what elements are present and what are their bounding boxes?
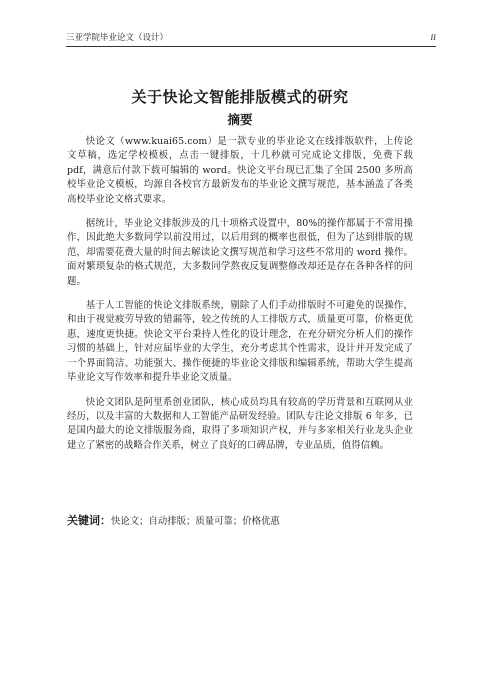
document-title: 关于快论文智能排版模式的研究 bbox=[131, 88, 349, 106]
abstract-paragraph-2: 据统计，毕业论文排版涉及的几十项格式设置中，80%的操作都属于不常用操作，因此绝大多数同学以前没用过，以后用到的概率也很低，但为了达到排版的规范，却需要花费大量的时间去解读论文撰写规范和学习这些不常用的 word 操作。面对繁琐复杂的格式规范，大多数同学熬夜反复调整修改却还是存在各种各样的问题。 bbox=[67, 218, 413, 287]
abstract-paragraph-3: 基于人工智能的快论文排版系统，剔除了人们手动排版时不可避免的误操作，和由于视觉疲劳导致的错漏等，较之传统的人工排版方式，质量更可靠，价格更优惠，速度更快捷。快论文平台秉持人性化的设计理念，在充分研究分析人们的操作习惯的基础上，针对应届毕业的大学生，充分考虑其个性需求，设计并开发完成了一个界面简洁、功能强大、操作便捷的毕业论文排版和编辑系统，帮助大学生提高毕业论文写作效率和提升毕业论文质量。 bbox=[67, 300, 413, 384]
abstract-paragraph-4: 快论文团队是阿里系创业团队，核心成员均具有较高的学历背景和互联网从业经历，以及丰富的大数据和人工智能产品研发经验。团队专注论文排版 6 年多，已是国内最大的论文排版服务商，取得了多项知识产权，并与多家相关行业龙头企业建立了紧密的战略合作关系，树立了良好的口碑品牌，专业品质，值得信赖。 bbox=[67, 396, 413, 451]
abstract-heading: 摘要 bbox=[227, 112, 253, 127]
abstract-paragraph-1: 快论文（www.kuai65.com）是一款专业的毕业论文在线排版软件，上传论文草稿，选定学校模板，点击一键排版，十几秒就可完成论文排版，免费下载 pdf，满意后付款下载可编辑的 word。快论文平台现已汇集了全国 2500 多所高校毕业论文模板，均源自各校官方最新发布的毕业论文撰写规范，基本涵盖了各类高校毕业论文格式要求。 bbox=[67, 136, 413, 205]
keywords-line bbox=[67, 514, 413, 529]
header-page-number: ii bbox=[430, 33, 436, 43]
keywords-text: 快论文；自动排版；质量可靠；价格优惠 bbox=[111, 516, 280, 527]
page-header bbox=[66, 32, 436, 47]
abstract-body bbox=[67, 135, 413, 463]
header-school-title: 三亚学院毕业论文（设计） bbox=[66, 33, 169, 43]
keywords-label: 关键词： bbox=[67, 514, 111, 527]
